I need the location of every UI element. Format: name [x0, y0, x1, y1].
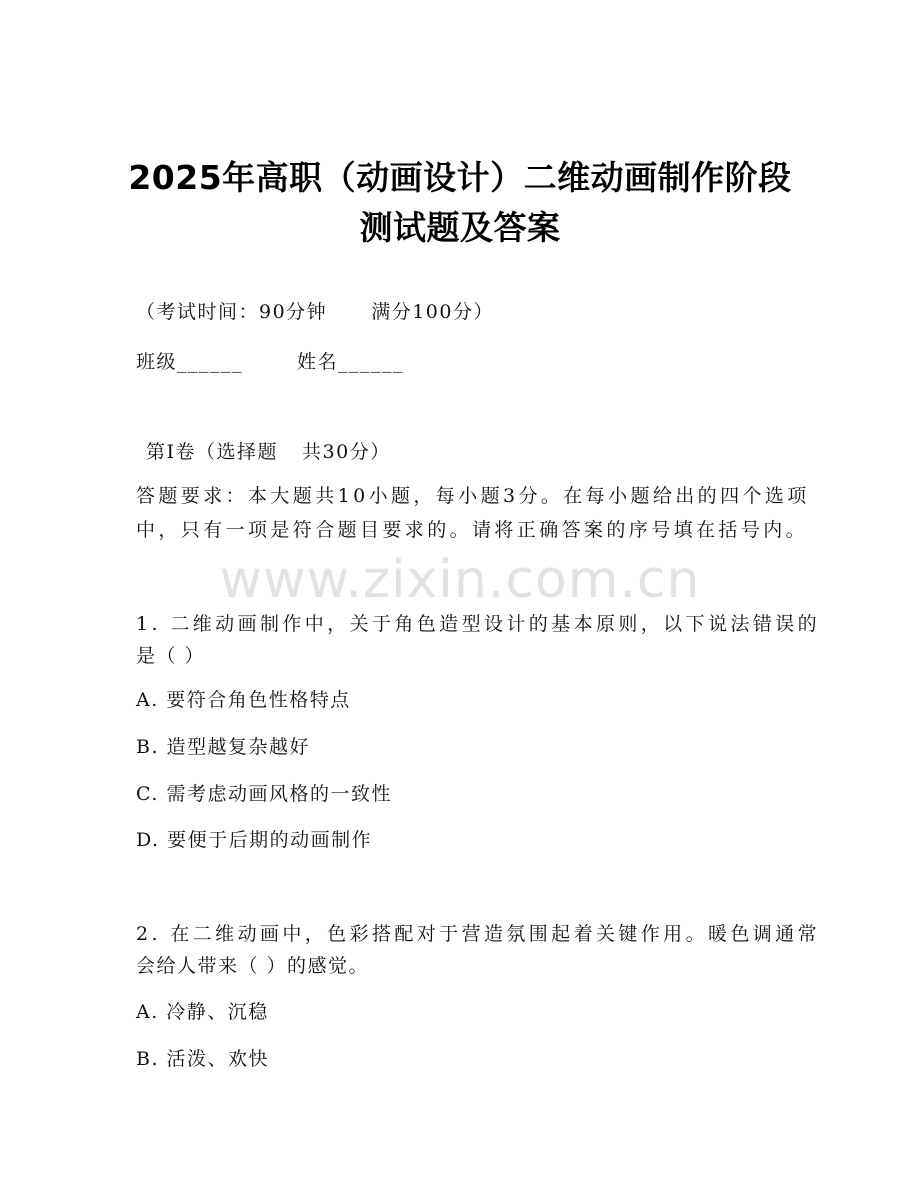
page-title-line-2: 测试题及答案 [359, 208, 561, 247]
class-field-label: 班级______ [136, 351, 244, 373]
question-1-option-d: D. 要便于后期的动画制作 [136, 829, 373, 851]
exam-time: （考试时间：90分钟 [136, 301, 328, 323]
section-instructions-line-2: 中，只有一项是符合题目要求的。请将正确答案的序号填在括号内。 [136, 519, 809, 541]
question-2-option-a: A. 冷静、沉稳 [136, 1001, 269, 1023]
question-2-option-b: B. 活泼、欢快 [136, 1048, 270, 1070]
section-heading [146, 438, 391, 466]
exam-score: 满分100分） [371, 301, 494, 323]
question-2-stem-line-2: 会给人带来（ ）的感觉。 [136, 955, 370, 977]
section-heading-part-2: 共30分） [302, 441, 391, 463]
question-1-option-a: A. 要符合角色性格特点 [136, 689, 351, 711]
page-title-line-1: 2025年高职（动画设计）二维动画制作阶段 [128, 158, 792, 197]
exam-info [136, 298, 494, 326]
question-1-stem-line-1: 1. 二维动画制作中，关于角色造型设计的基本原则，以下说法错误的 [136, 613, 820, 635]
question-1-stem-line-2: 是（ ） [136, 645, 206, 667]
student-info [136, 348, 404, 376]
section-instructions-line-1: 答题要求：本大题共10小题，每小题3分。在每小题给出的四个选项 [136, 485, 810, 507]
name-field-label: 姓名______ [297, 351, 405, 373]
question-2-stem-line-1: 2. 在二维动画中，色彩搭配对于营造氛围起着关键作用。暖色调通常 [136, 923, 820, 945]
question-1-option-b: B. 造型越复杂越好 [136, 736, 311, 758]
section-heading-part-1: 第Ⅰ卷（选择题 [146, 441, 279, 463]
watermark: www.zixin.com.cn [219, 550, 701, 610]
question-1-option-c: C. 需考虑动画风格的一致性 [136, 783, 392, 805]
